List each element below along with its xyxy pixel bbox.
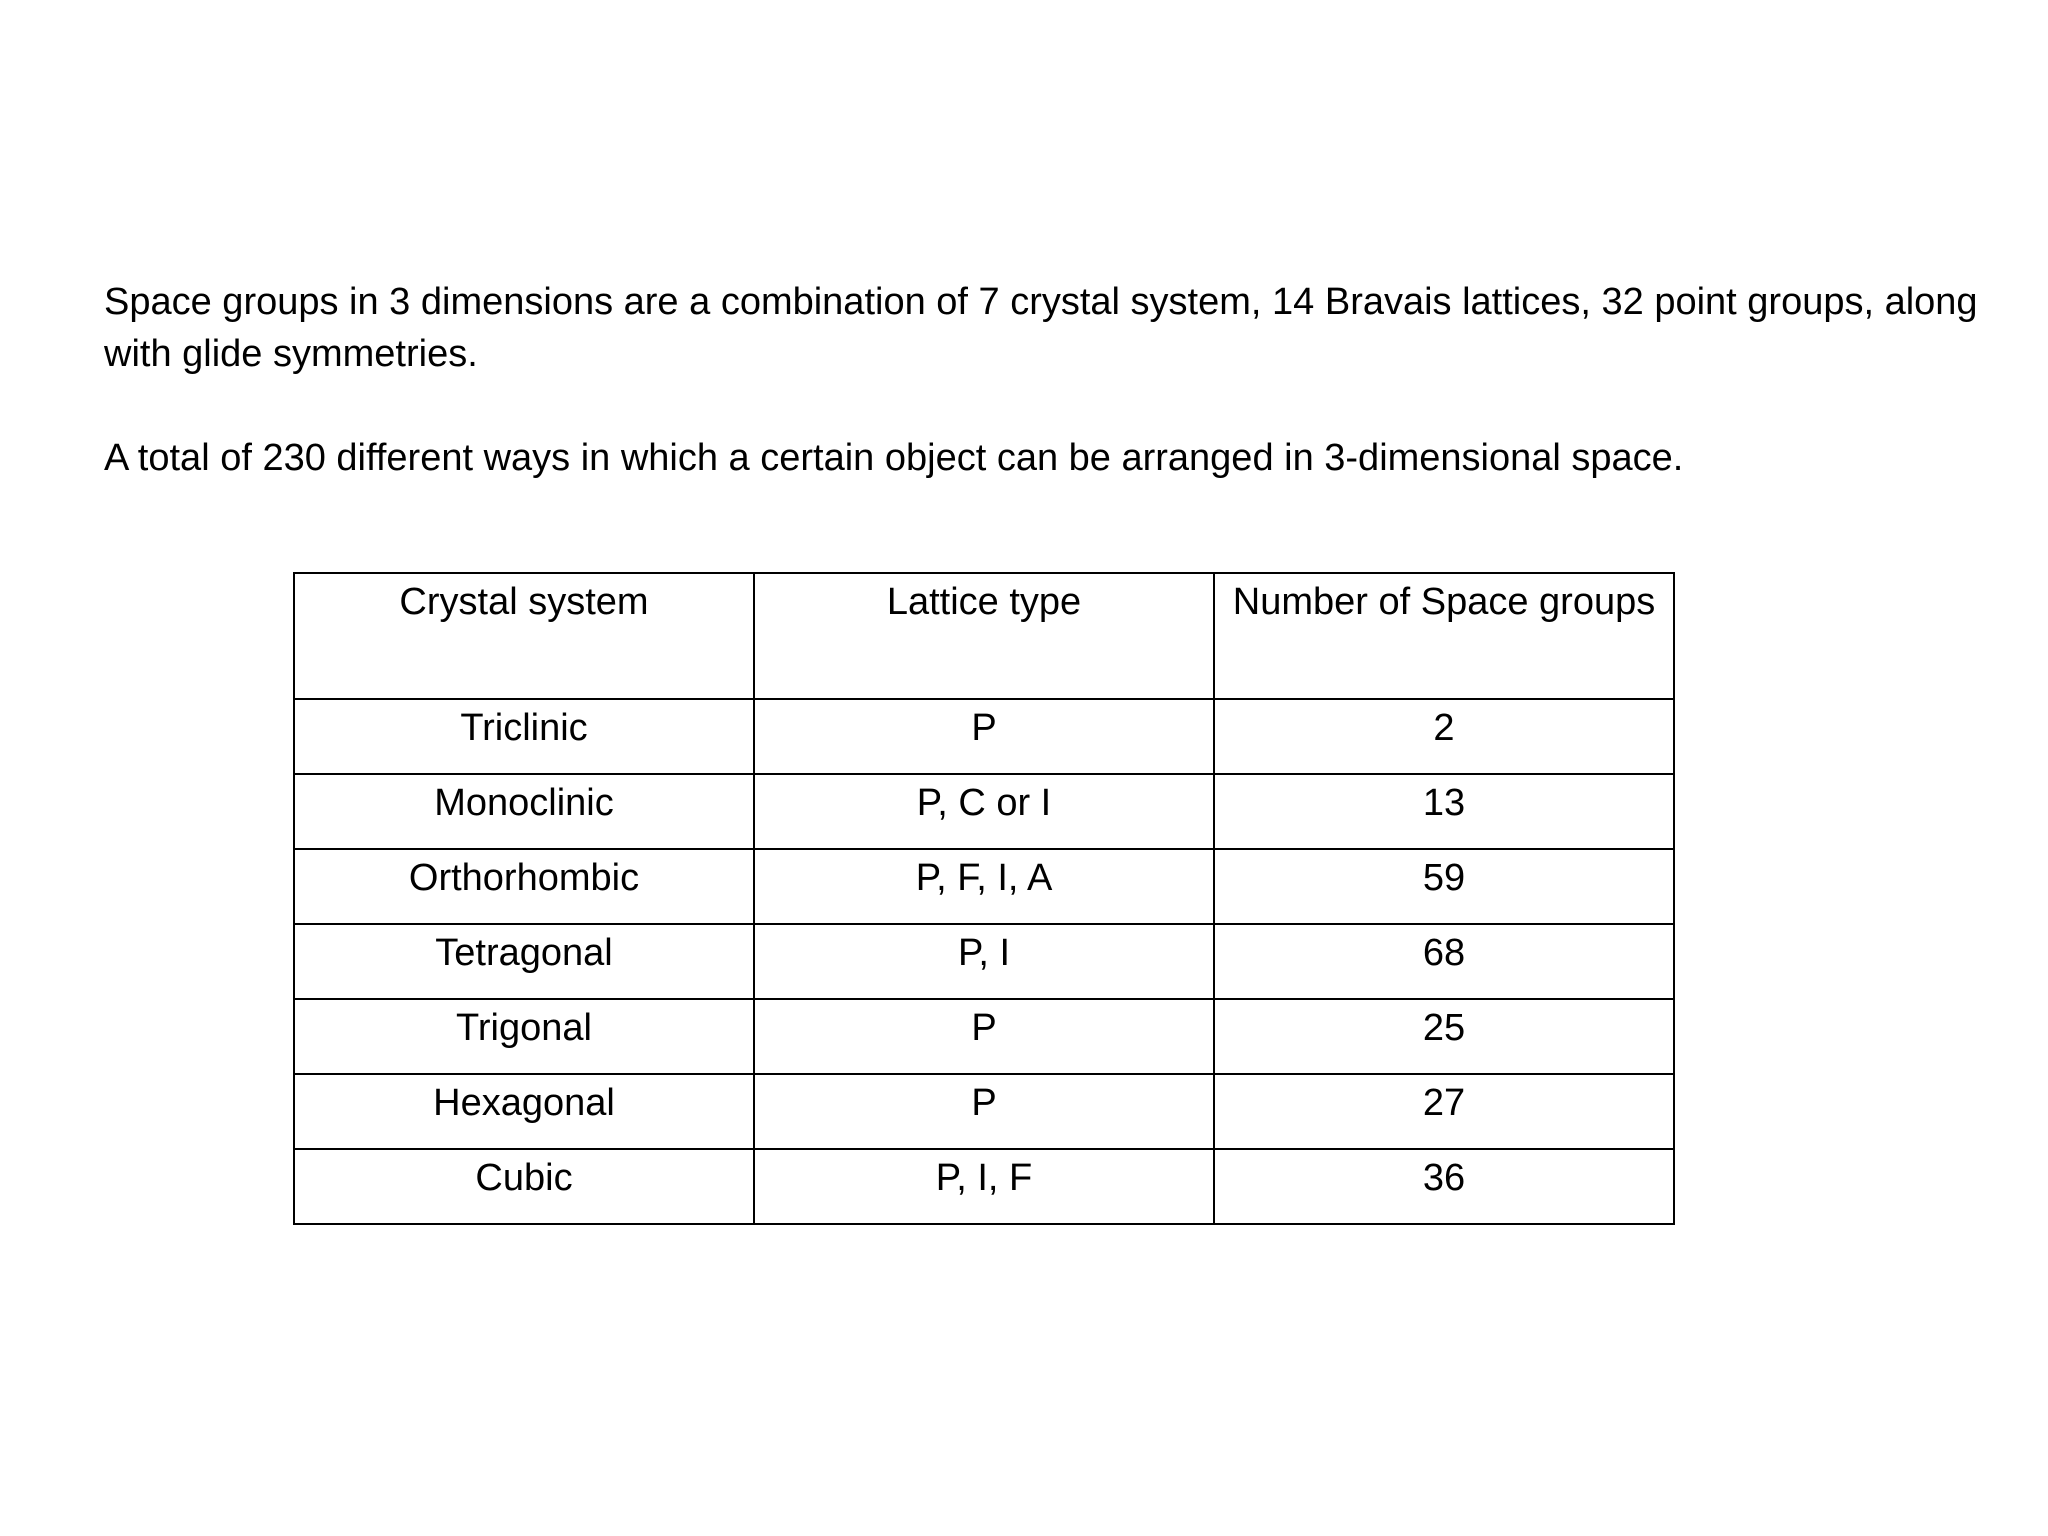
crystal-system-cell: Orthorhombic [294, 849, 754, 924]
crystal-system-cell: Monoclinic [294, 774, 754, 849]
lattice-type-cell: P, I, F [754, 1149, 1214, 1224]
table-row [294, 849, 1674, 924]
space-group-count-cell: 25 [1214, 999, 1674, 1074]
lattice-type-cell: P, C or I [754, 774, 1214, 849]
table-row [294, 999, 1674, 1074]
space-group-count-cell: 36 [1214, 1149, 1674, 1224]
space-group-count-cell: 59 [1214, 849, 1674, 924]
lattice-type-cell: P, F, I, A [754, 849, 1214, 924]
lattice-type-cell: P [754, 999, 1214, 1074]
space-group-count-cell: 13 [1214, 774, 1674, 849]
lattice-type-cell: P [754, 1074, 1214, 1149]
intro-text [104, 276, 1984, 484]
crystal-system-cell: Trigonal [294, 999, 754, 1074]
header-crystal-system: Crystal system [294, 573, 754, 699]
header-lattice-type: Lattice type [754, 573, 1214, 699]
space-group-count-cell: 27 [1214, 1074, 1674, 1149]
table-row [294, 924, 1674, 999]
lattice-type-cell: P [754, 699, 1214, 774]
crystal-system-cell: Cubic [294, 1149, 754, 1224]
space-group-count-cell: 68 [1214, 924, 1674, 999]
intro-paragraph-1: Space groups in 3 dimensions are a combination of 7 crystal system, 14 Bravais lattices, 32 point groups, along with glide symmetries. [104, 281, 1978, 375]
table-row [294, 774, 1674, 849]
lattice-type-cell: P, I [754, 924, 1214, 999]
table-row [294, 1149, 1674, 1224]
header-number-of-space-groups: Number of Space groups [1214, 573, 1674, 699]
crystal-system-cell: Hexagonal [294, 1074, 754, 1149]
crystal-system-cell: Tetragonal [294, 924, 754, 999]
table-row [294, 1074, 1674, 1149]
space-groups-table [293, 572, 1675, 1225]
crystal-system-cell: Triclinic [294, 699, 754, 774]
space-group-count-cell: 2 [1214, 699, 1674, 774]
table-row [294, 699, 1674, 774]
intro-paragraph-2: A total of 230 different ways in which a certain object can be arranged in 3-dimensional space. [104, 437, 1684, 479]
table-header-row [294, 573, 1674, 699]
